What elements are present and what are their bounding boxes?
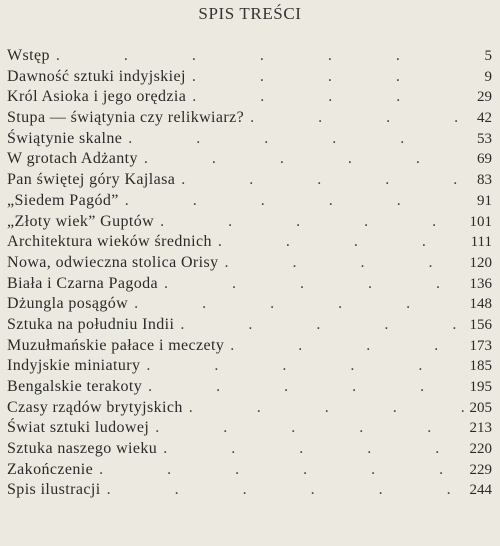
toc-entry: [7, 129, 492, 150]
dot-leader: [140, 356, 464, 377]
toc-entry-title: Architektura wieków średnich: [7, 233, 212, 251]
toc-entry-title: W grotach Adżanty: [7, 150, 138, 168]
toc-entry-title: Muzułmańskie pałace i meczety: [7, 336, 225, 354]
dot-leader: [219, 253, 464, 274]
toc-entry-title: Świat sztuki ludowej: [7, 419, 150, 437]
toc-entry: [7, 294, 492, 315]
toc-entry-page: 69: [477, 151, 492, 168]
toc-entry-page: 185: [469, 358, 492, 375]
toc-entry-title: Spis ilustracji: [7, 481, 101, 499]
dot-leader: [183, 398, 464, 419]
dot-leader: [186, 67, 464, 88]
toc-entry-page: 9: [484, 68, 492, 85]
toc-entry-page: 120: [469, 254, 492, 271]
toc-entry-page: 220: [469, 441, 492, 458]
toc-entry-title: Świątynie skalne: [7, 129, 123, 147]
toc-entry: [7, 67, 492, 88]
toc-entry: [7, 418, 492, 439]
toc-entry: [7, 439, 492, 460]
toc-entry-title: Nowa, odwieczna stolica Orisy: [7, 253, 219, 271]
dot-leader: [128, 294, 464, 315]
toc-entry-page: 148: [469, 296, 492, 313]
toc-entry: [7, 480, 492, 501]
toc-entry-page: 83: [477, 172, 492, 189]
toc-entry-page: 136: [469, 275, 492, 292]
dot-leader: [101, 480, 464, 501]
toc-entry-title: Stupa — świątynia czy relikwiarz?: [7, 109, 245, 127]
toc-entry: [7, 46, 492, 67]
toc-entry-title: „Siedem Pagód”: [7, 191, 119, 209]
dot-leader: [186, 87, 464, 108]
dot-leader: [224, 336, 464, 357]
dot-leader: [158, 274, 464, 295]
dot-leader: [174, 315, 464, 336]
toc-entry-page: 229: [469, 461, 492, 478]
toc-entry-page: 205: [469, 399, 492, 416]
dot-leader: [119, 191, 464, 212]
dot-leader: [93, 460, 464, 481]
dot-leader: [212, 232, 464, 253]
toc-entry-title: Biała i Czarna Pagoda: [7, 274, 159, 292]
toc-entry-title: Pan świętej góry Kajlasa: [7, 171, 176, 189]
toc-entry: [7, 315, 492, 336]
toc-entry: [7, 232, 492, 253]
toc-entry: [7, 356, 492, 377]
toc-entry-title: Sztuka na południu Indii: [7, 315, 175, 333]
toc-entry-page: 53: [477, 130, 492, 147]
table-of-contents: [7, 46, 492, 501]
toc-entry: [7, 398, 492, 419]
toc-entry: [7, 191, 492, 212]
toc-entry: [7, 253, 492, 274]
dot-leader: [175, 170, 464, 191]
toc-entry-page: 244: [469, 482, 492, 499]
toc-entry: [7, 170, 492, 191]
toc-entry-title: Król Asioka i jego orędzia: [7, 88, 187, 106]
toc-entry-page: 101: [469, 213, 492, 230]
toc-entry: [7, 108, 492, 129]
toc-entry-title: Wstęp: [7, 47, 50, 64]
toc-entry: [7, 87, 492, 108]
toc-entry-title: Czasy rządów brytyjskich: [7, 398, 183, 416]
toc-entry-page: 173: [469, 337, 492, 354]
toc-entry: [7, 274, 492, 295]
toc-entry-title: Dawność sztuki indyjskiej: [7, 67, 186, 85]
toc-entry-page: 29: [477, 89, 492, 106]
dot-leader: [154, 212, 464, 233]
toc-entry-title: Dżungla posągów: [7, 295, 129, 313]
toc-entry-page: 91: [477, 192, 492, 209]
dot-leader: [157, 439, 464, 460]
toc-entry: [7, 377, 492, 398]
dot-leader: [142, 377, 464, 398]
toc-entry: [7, 460, 492, 481]
toc-entry: [7, 336, 492, 357]
toc-entry-title: Bengalskie terakoty: [7, 378, 143, 395]
toc-entry-page: 42: [477, 110, 492, 127]
dot-leader: [138, 149, 464, 170]
toc-entry: [7, 149, 492, 170]
toc-entry-page: 213: [469, 420, 492, 437]
dot-leader: [244, 108, 464, 129]
dot-leader: [149, 418, 464, 439]
toc-entry-title: Indyjskie miniatury: [7, 357, 141, 375]
toc-entry-title: Sztuka naszego wieku: [7, 440, 158, 458]
toc-entry-page: 156: [469, 316, 492, 333]
toc-entry-page: 111: [470, 234, 492, 251]
toc-entry-title: Zakończenie: [7, 460, 94, 478]
page-title: SPIS TREŚCI: [198, 4, 302, 23]
toc-entry-title: „Złoty wiek” Guptów: [7, 212, 155, 230]
dot-leader: [122, 129, 464, 150]
dot-leader: [50, 46, 464, 67]
toc-entry-page: 195: [469, 379, 492, 395]
toc-entry: [7, 212, 492, 233]
toc-entry-page: 5: [484, 48, 492, 64]
